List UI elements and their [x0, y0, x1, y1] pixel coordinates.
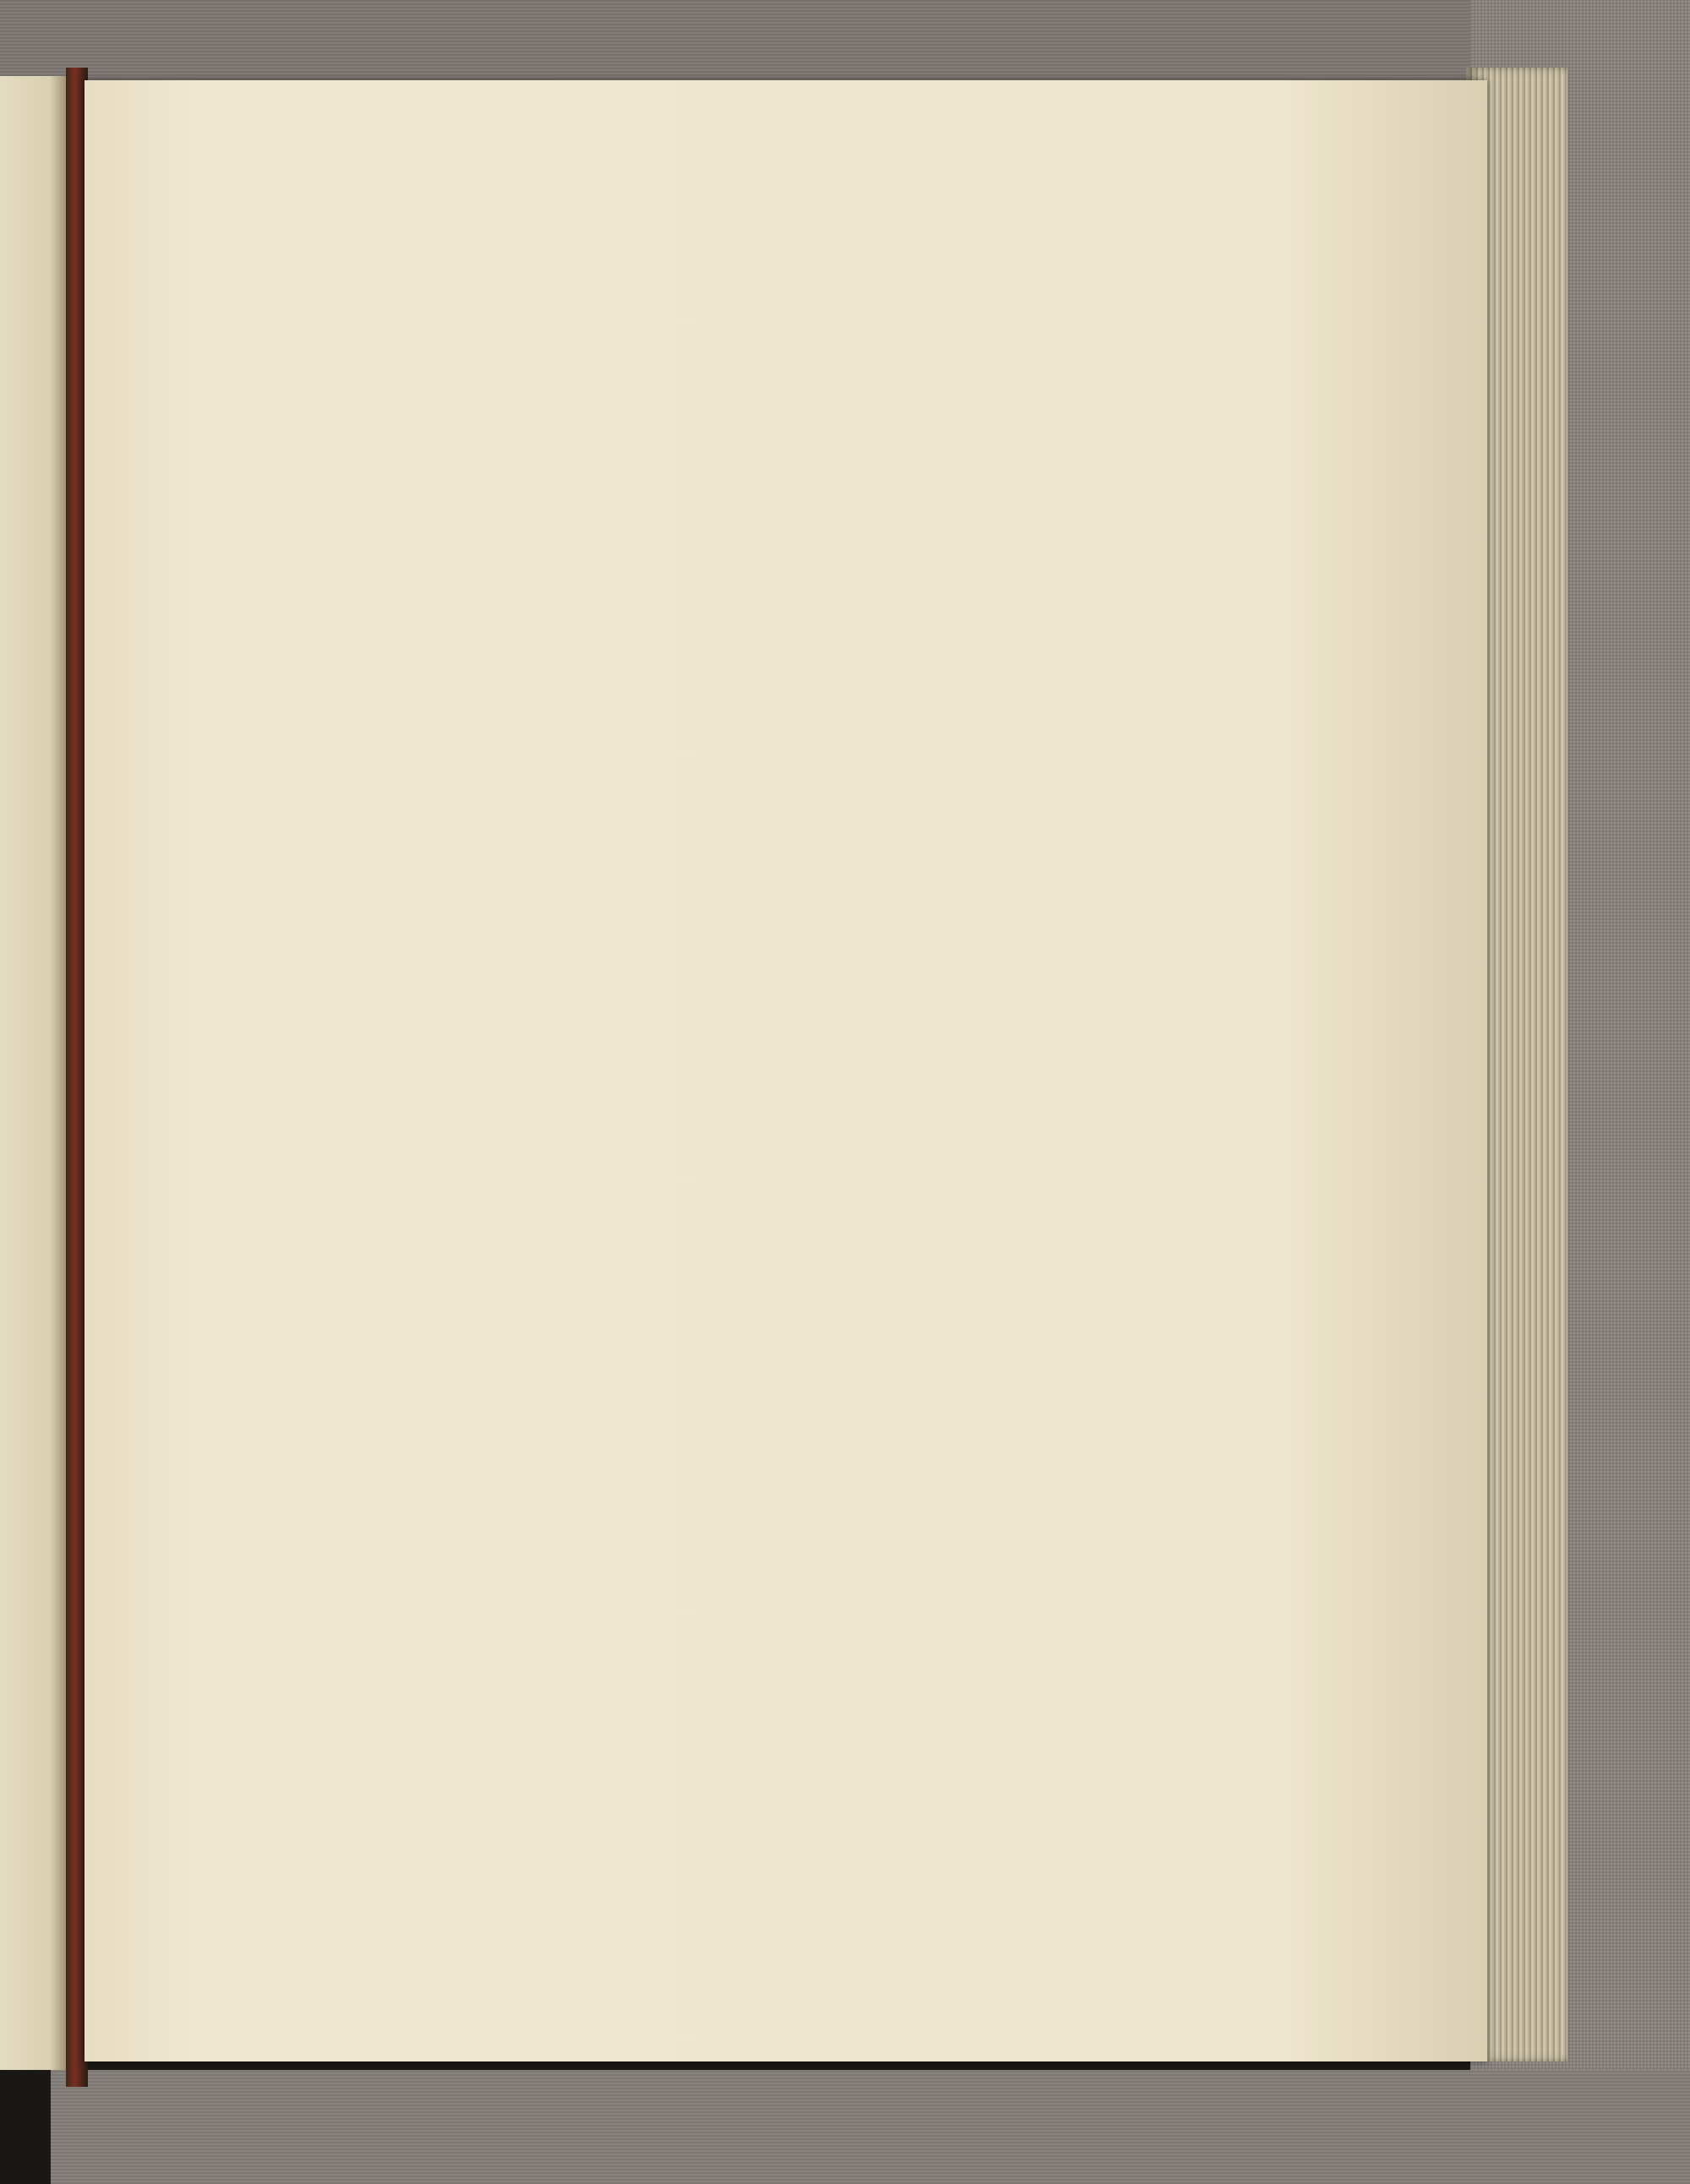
book-page [84, 80, 1487, 2061]
running-header [135, 139, 1453, 215]
left-facing-page [0, 76, 72, 2070]
binding-cloth-top [0, 0, 1690, 93]
binding-cloth-bottom [51, 2070, 1690, 2184]
